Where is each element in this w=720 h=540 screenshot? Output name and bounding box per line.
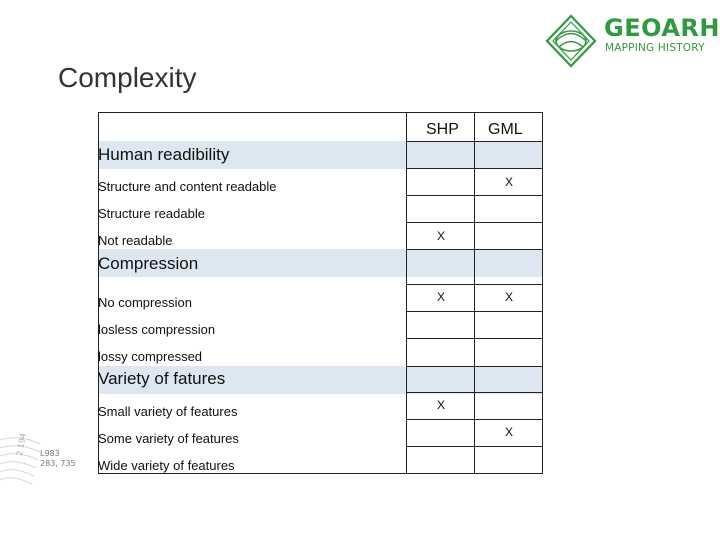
- row-divider: [406, 419, 543, 420]
- comparison-table: [98, 112, 543, 474]
- row-label: Some variety of features: [98, 431, 239, 446]
- column-header-gml: GML: [488, 121, 523, 138]
- logo-name: GEOARH: [604, 14, 720, 42]
- row-divider: [406, 446, 543, 447]
- row-divider: [406, 338, 543, 339]
- row-label: Structure readable: [98, 206, 205, 221]
- section-title: Human readibility: [98, 145, 230, 164]
- watermark-label-1: L983: [40, 449, 60, 458]
- cell-gml: X: [505, 290, 514, 304]
- row-label: Small variety of features: [98, 404, 238, 419]
- row-label: Wide variety of features: [98, 458, 235, 473]
- row-label: Not readable: [98, 233, 173, 248]
- row-label: Structure and content readable: [98, 179, 277, 194]
- section-title: Variety of fatures: [98, 369, 226, 388]
- logo-tagline: MAPPING HISTORY: [605, 42, 705, 54]
- watermark-label-2: 283, 735: [40, 459, 76, 468]
- row-label: lossy compressed: [98, 349, 203, 364]
- row-divider: [406, 311, 543, 312]
- row-divider: [406, 392, 543, 393]
- cell-shp: X: [437, 290, 446, 304]
- row-divider: [406, 195, 543, 196]
- row-divider: [406, 168, 543, 169]
- row-divider: [406, 222, 543, 223]
- row-label: No compression: [98, 295, 192, 310]
- cell-gml: X: [505, 175, 514, 189]
- page-title: Complexity: [58, 62, 197, 93]
- row-label: losless compression: [98, 322, 216, 337]
- column-header-shp: SHP: [426, 121, 459, 138]
- row-divider: [406, 366, 543, 367]
- section-title: Compression: [98, 254, 199, 273]
- cell-gml: X: [505, 425, 514, 439]
- row-divider: [406, 284, 543, 285]
- watermark-label-3: 2 194: [15, 432, 28, 457]
- cell-shp: X: [437, 398, 446, 412]
- row-divider: [406, 249, 543, 250]
- cell-shp: X: [437, 229, 446, 243]
- row-divider: [406, 141, 543, 142]
